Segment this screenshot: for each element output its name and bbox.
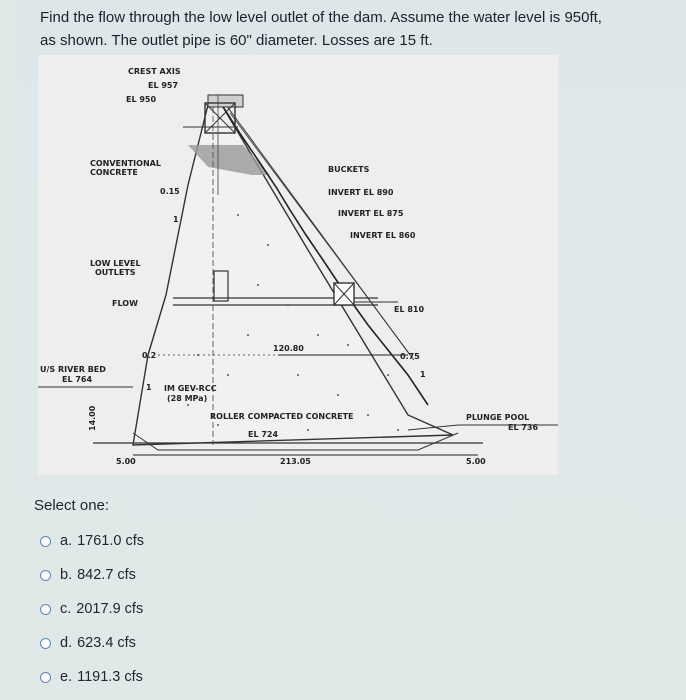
crest-axis-label: CREST AXIS (128, 67, 181, 76)
option-letter: c. (60, 601, 72, 617)
invert-890-label: INVERT EL 890 (328, 188, 394, 197)
dim-500a-label: 5.00 (116, 457, 136, 466)
option-letter: e. (60, 669, 73, 685)
el-810-label: EL 810 (394, 305, 425, 314)
us-river-bed-label: U/S RIVER BED (40, 365, 106, 374)
radio-button[interactable] (40, 672, 51, 683)
el-724-label: EL 724 (248, 430, 279, 439)
option-text: 1761.0 cfs (77, 533, 145, 549)
gev-strength-label: (28 MPa) (167, 394, 208, 403)
slope-075-label: 0.75 (400, 352, 420, 361)
radio-button[interactable] (40, 638, 51, 649)
option-letter: a. (60, 533, 73, 549)
el-736-label: EL 736 (508, 423, 539, 432)
option-text: 842.7 cfs (77, 567, 136, 583)
el-950-label: EL 950 (126, 95, 157, 104)
option-c[interactable] (40, 592, 144, 626)
option-e[interactable] (40, 660, 144, 694)
option-text: 2017.9 cfs (76, 601, 144, 617)
slope-02-label: 0.2 (142, 351, 157, 360)
select-one-label: Select one: (34, 497, 110, 514)
buckets-label: BUCKETS (328, 165, 370, 174)
question-line-2: as shown. The outlet pipe is 60" diameter. Losses are 15 ft. (40, 32, 433, 49)
concrete-label: CONCRETE (90, 168, 138, 177)
slope-1b-label: 1 (420, 370, 426, 379)
el-764-label: EL 764 (62, 375, 93, 384)
el-957-label: EL 957 (148, 81, 179, 90)
option-letter: b. (60, 567, 73, 583)
dim-1400-label: 14.00 (88, 405, 97, 431)
option-text: 623.4 cfs (77, 635, 136, 651)
dim-12080-label: 120.80 (273, 344, 304, 353)
option-d[interactable] (40, 626, 144, 660)
option-text: 1191.3 cfs (77, 669, 143, 685)
radio-button[interactable] (40, 536, 51, 547)
radio-button[interactable] (40, 570, 51, 581)
invert-860-label: INVERT EL 860 (350, 231, 416, 240)
option-a[interactable] (40, 524, 144, 558)
low-level-label: LOW LEVEL (90, 259, 141, 268)
slope-1c-label: 1 (146, 383, 152, 392)
conventional-label: CONVENTIONAL (90, 159, 161, 168)
question-text (40, 6, 670, 52)
rcc-label: ROLLER COMPACTED CONCRETE (210, 412, 354, 421)
slope-015-label: 0.15 (160, 187, 180, 196)
option-b[interactable] (40, 558, 144, 592)
radio-button[interactable] (40, 604, 51, 615)
dam-cross-section-figure (38, 55, 558, 475)
outlets-label: OUTLETS (95, 268, 136, 277)
dim-21305-label: 213.05 (280, 457, 311, 466)
plunge-pool-label: PLUNGE POOL (466, 413, 530, 422)
dim-500b-label: 5.00 (466, 457, 486, 466)
answer-options (40, 524, 144, 694)
flow-label: FLOW (112, 299, 138, 308)
question-line-1: Find the flow through the low level outlet of the dam. Assume the water level is 950ft, (40, 9, 602, 26)
slope-1-label: 1 (173, 215, 179, 224)
option-letter: d. (60, 635, 73, 651)
invert-875-label: INVERT EL 875 (338, 209, 404, 218)
gev-rcc-label: IM GEV-RCC (164, 384, 217, 393)
